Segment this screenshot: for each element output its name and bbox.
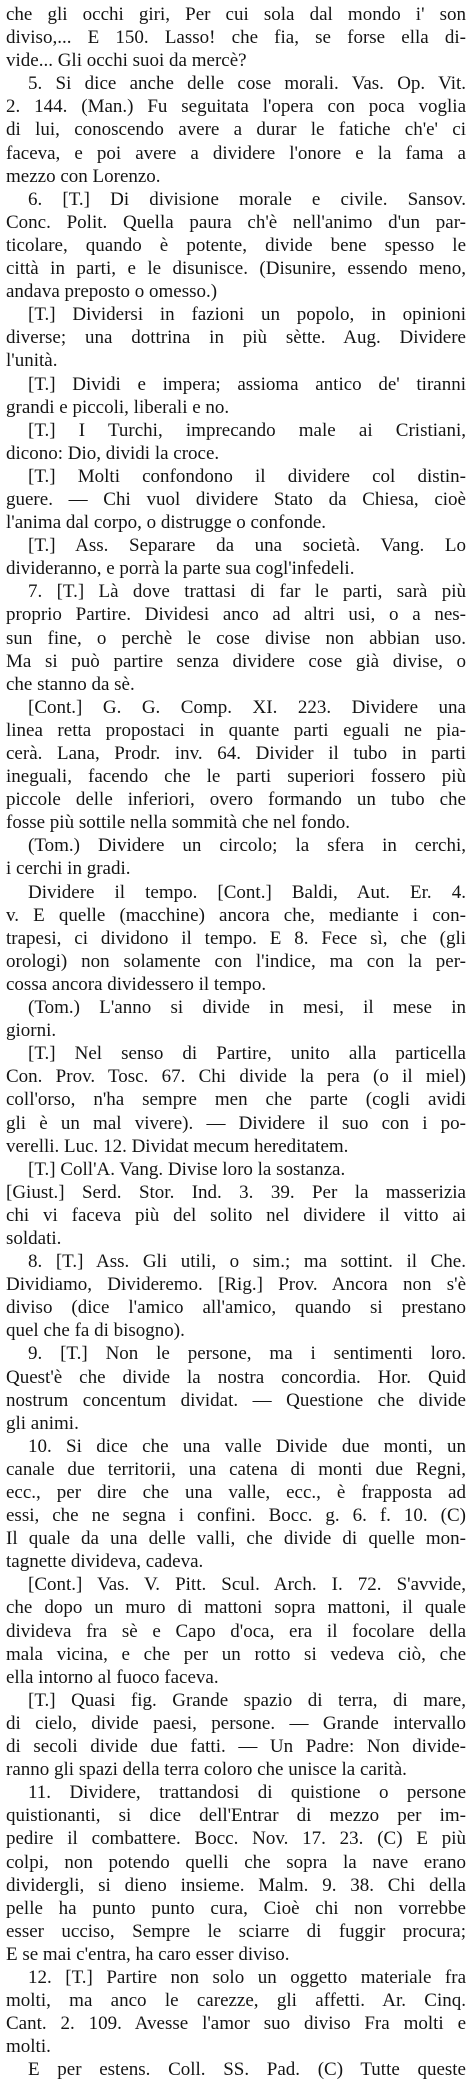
text-line: 7. [T.] Là dove trattasi di far le parti, sarà più [28,581,466,603]
text-line: [T.] I Turchi, imprecando male ai Cristiani, [28,419,466,441]
text-line: cossa ancora dividessero il tempo. [6,973,267,995]
text-line: città in parti, e le disunisce. (Disunire, essendo meno, [6,258,466,280]
text-line: Conc. Polit. Quella paura ch'è nell'animo d'un par- [6,211,466,233]
text-line: ecc., per dire che una valle, ecc., è frapposta ad [6,1482,466,1503]
text-line: orologi) non solamente con l'indice, ma con la per- [6,950,466,972]
text-line: 5. Si dice anche delle cose morali. Vas. Op. Vit. [28,73,466,95]
text-line: pelle ha punto punto cura, Cioè chi non vorrebbe [6,1897,466,1919]
text-line: linea retta propostaci in quante parti eguali ne pia- [6,719,466,741]
text-line: divideranno, e porrà la parte sua cogl'infedeli. [6,558,355,580]
text-line: [T.] Dividersi in fazioni un popolo, in opinioni [28,304,466,326]
text-line: [T.] Dividi e impera; assioma antico de' tiranni [28,373,466,395]
text-line: essi, che ne segna i confini. Bocc. g. 6. f. 10. (C) [6,1505,466,1527]
text-line: ella intorno al fuoco faceva. [6,1666,219,1688]
text-line: 12. [T.] Partire non solo un oggetto materiale fra [28,1966,466,1988]
text-line: [T.] Quasi fig. Grande spazio di terra, di mare, [28,1689,466,1711]
text-line: proprio Partire. Dividesi anco ad altri usi, o a nes- [6,604,466,626]
text-line: che dopo un muro di mattoni sopra mattoni, il quale [6,1597,466,1619]
text-line: giorni. [6,1020,57,1042]
text-line: di secoli divide due fatti. — Un Padre: Non divide- [6,1736,466,1758]
text-line: di cielo, divide paesi, persone. — Grande intervallo [6,1712,466,1734]
text-line: dividergli, si dieno insieme. Malm. 9. 38. Chi della [6,1874,466,1896]
text-line: esser ucciso, Sempre le sciarre di fuggir procura; [6,1920,466,1942]
text-line: [T.] Coll'A. Vang. Divise loro la sostanza. [28,1158,346,1180]
text-line: Dividiamo, Divideremo. [Rig.] Prov. Ancora non s'è [6,1274,466,1296]
text-line: diviso (dice l'amico all'amico, quando si prestano [6,1297,466,1319]
text-line: diviso,... E 150. Lasso! che fia, se forse ella di- [6,27,466,49]
text-line: molti, ma anco le carezze, gli affetti. Ar. Cinq. [6,1990,466,2012]
text-line: Con. Prov. Tosc. 67. Chi divide la pera (o il miel) [6,1066,466,1088]
text-line: 6. [T.] Di divisione morale e civile. Sansov. [28,188,466,210]
text-line: piccole delle inferiori, overo formando un tubo che [6,789,466,811]
text-line: tagnette divideva, cadeva. [6,1551,204,1573]
text-line: mezzo con Lorenzo. [6,165,161,187]
text-line: grandi e piccoli, liberali e no. [6,396,230,418]
text-line: i cerchi in gradi. [6,858,131,880]
text-line: colpi, non potendo quelli che sopra la nave erano [6,1851,466,1873]
text-line: Dividere il tempo. [Cont.] Baldi, Aut. Er. 4. [28,881,466,903]
text-line: l'anima dal corpo, o distrugge o confonde. [6,512,327,534]
text-line: 9. [T.] Non le persone, ma i sentimenti loro. [28,1343,466,1365]
text-line: Cant. 2. 109. Avesse l'amor suo diviso Fra molti e [6,2013,466,2035]
text-line: gli animi. [6,1412,79,1434]
text-line: vide... Gli occhi suoi da mercè? [6,50,247,72]
text-line: diverse; una dottrina in più sètte. Aug. Dividere [6,327,466,349]
text-line: dicono: Dio, dividi la croce. [6,442,220,464]
text-line: soldati. [6,1227,62,1249]
text-line: che gli occhi giri, Per cui sola dal mondo i' son [6,4,466,25]
text-line: Il quale da una delle valli, che divide di quelle mon- [6,1528,466,1550]
text-line: (Tom.) Dividere un circolo; la sfera in cerchi, [28,835,466,857]
text-line: ticolare, quando è potente, divide bene spesso le [6,234,466,256]
text-line: fosse più sottile nella sommità che nel fondo. [6,812,351,834]
text-line: guere. — Chi vuol dividere Stato da Chiesa, cioè [6,488,466,510]
text-line: nostrum concentum dividat. — Questione che divide [6,1389,466,1411]
text-line: gli è un mal vivere). — Dividere il suo con i po- [6,1112,466,1134]
text-line: [Cont.] G. G. Comp. XI. 223. Dividere una [28,696,466,718]
text-line: [Cont.] Vas. V. Pitt. Scul. Arch. I. 72. S'avvide, [28,1574,466,1596]
text-line: [T.] Molti confondono il dividere col distin- [28,465,466,487]
text-line: Quest'è che divide la nostra concordia. Hor. Quid [6,1366,466,1388]
text-line: molti. [6,2036,51,2058]
text-line: l'unità. [6,350,58,372]
text-line: ranno gli spazi della terra coloro che unisce la carità. [6,1759,407,1781]
text-line: canale due territorii, una catena di monti due Regni, [6,1458,466,1480]
text-line: [T.] Nel senso di Partire, unito alla particella [28,1043,466,1065]
text-line: [T.] Ass. Separare da una società. Vang. Lo [28,535,466,557]
text-line: sun fine, o perchè le cose divise non abbian uso. [6,627,466,649]
text-line: 10. Si dice che una valle Divide due monti, un [28,1435,466,1457]
text-line: E per estens. Coll. SS. Pad. (C) Tutte queste [28,2059,466,2081]
text-line: di lui, conoscendo avere a durar le fatiche ch'e' ci [6,119,466,141]
text-line: v. E quelle (macchine) ancora che, mediante i con- [6,904,466,926]
text-line: (Tom.) L'anno si divide in mesi, il mese in [28,997,466,1019]
text-line: ineguali, facendo che le parti superiori fossero più [6,766,466,788]
text-line: quel che fa di bisogno). [6,1320,185,1342]
text-line: coll'orso, n'ha sempre men che parte (cogli avidi [6,1089,466,1111]
text-line: che stanno da sè. [6,673,135,695]
text-line: faceva, e poi avere a dividere l'onore e la fama a [6,142,466,164]
text-line: 2. 144. (Man.) Fu seguitata l'opera con poca voglia [6,96,466,118]
text-line: cerà. Lana, Prodr. inv. 64. Divider il tubo in parti [6,743,466,764]
text-line: 8. [T.] Ass. Gli utili, o sim.; ma sottint. il Che. [28,1251,466,1273]
text-line: E se mai c'entra, ha caro esser diviso. [6,1943,290,1965]
text-line: verelli. Luc. 12. Dividat mecum hereditatem. [6,1135,349,1157]
text-line: trapesi, ci dividono il tempo. E 8. Fece sì, che (gli [6,927,466,949]
text-line: Ma si può partire senza dividere cose già divise, o [6,650,466,672]
text-line: mala vicina, e che per un rotto si vedeva ciò, che [6,1643,466,1665]
text-line: quistionanti, si dice dell'Entrar di mezzo per im- [6,1805,466,1827]
text-line: 11. Dividere, trattandosi di quistione o persone [28,1782,466,1804]
text-line: pedire il combattere. Bocc. Nov. 17. 23. (C) E più [6,1828,466,1850]
text-line: andava preposto o omesso.) [6,281,218,303]
text-line: [Giust.] Serd. Stor. Ind. 3. 39. Per la masserizia [6,1181,466,1203]
text-line: divideva fra sè e Capo d'oca, era il focolare della [6,1620,466,1642]
text-line: chi vi faceva più del solito nel dividere il vitto ai [6,1204,466,1226]
